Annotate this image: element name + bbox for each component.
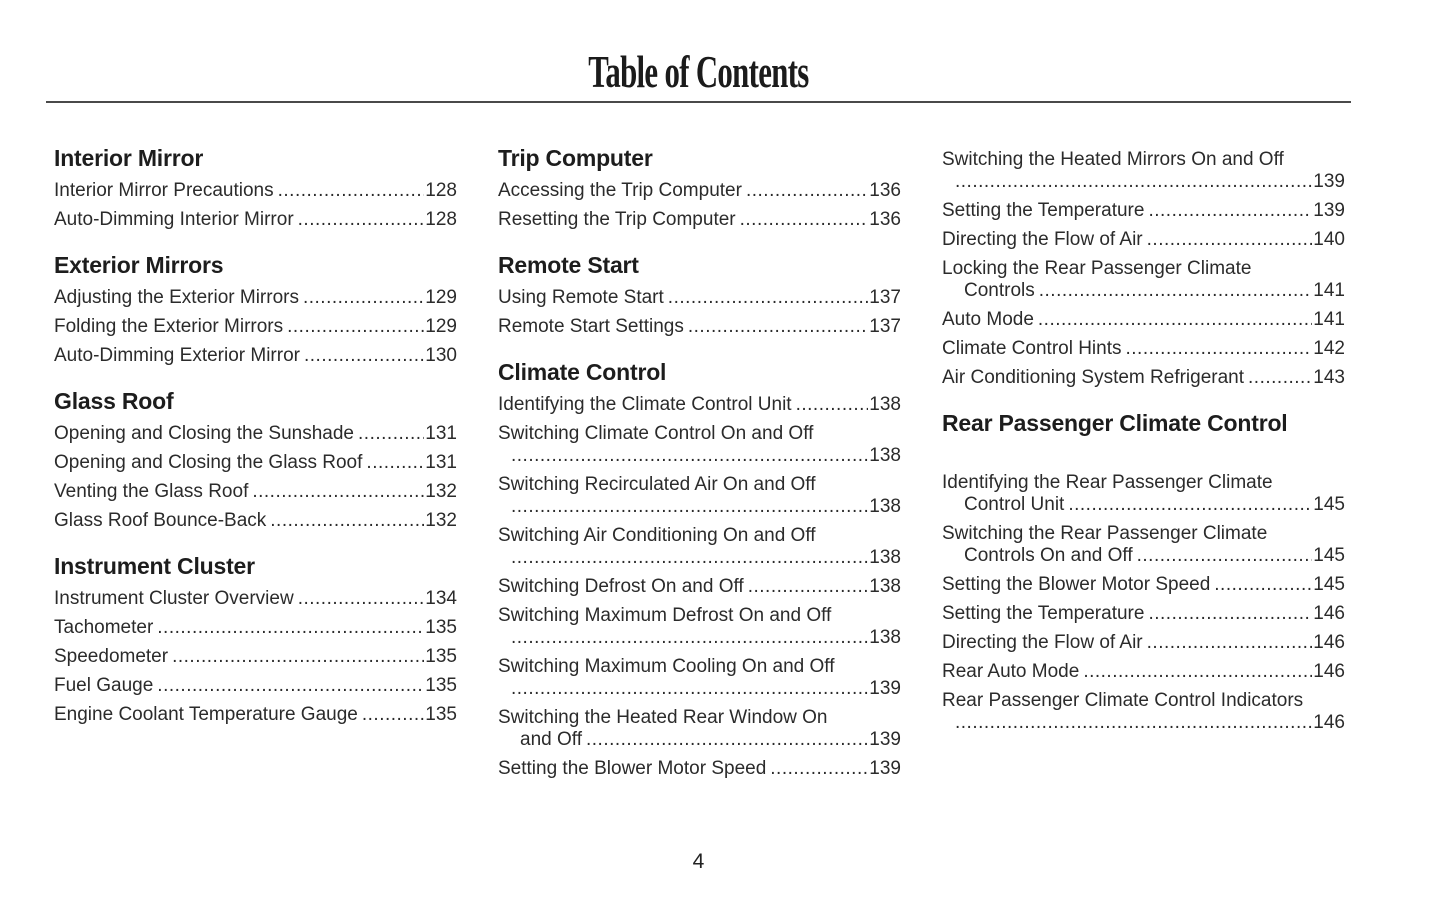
section-entries [54,180,457,231]
toc-entry [54,209,457,231]
section-entries [498,180,901,231]
toc-entry [498,316,901,338]
section-heading: Interior Mirror [54,145,204,171]
toc-entry [54,675,457,697]
entry-leader-line [54,287,457,309]
entry-page-number: 140 [1313,229,1345,250]
toc-entry [54,287,457,309]
entry-page-number: 135 [425,704,457,725]
entry-page-number: 145 [1313,574,1345,595]
leader-dots [1147,229,1313,251]
entry-page-number: 139 [869,678,901,699]
entry-label: Auto-Dimming Interior Mirror [54,209,294,230]
toc-entry [498,209,901,231]
toc-entry [498,474,901,518]
entry-label: Setting the Blower Motor Speed [498,758,767,779]
entry-leader-line [942,309,1345,331]
leader-dots [304,345,424,367]
leader-dots [511,678,868,700]
section-entries [498,394,901,780]
entry-label: Opening and Closing the Glass Roof [54,452,363,473]
entry-label: Using Remote Start [498,287,664,308]
entry-page-number: 138 [869,496,901,517]
leader-dots [796,394,869,416]
leader-dots [511,547,868,569]
entry-leader-line [498,547,901,569]
entry-leader-line [498,729,901,751]
entry-title-line: Switching the Heated Mirrors On and Off [942,149,1284,170]
toc-entry [498,423,901,467]
entry-label: and Off [520,729,582,750]
toc-entry [54,588,457,610]
leader-dots [298,209,425,231]
entry-page-number: 128 [425,209,457,230]
entry-label: Identifying the Climate Control Unit [498,394,792,415]
entry-page-number: 145 [1313,545,1345,566]
entry-leader-line [498,445,901,467]
leader-dots [1038,309,1312,331]
entry-leader-line [498,316,901,338]
entry-title-line: Switching Air Conditioning On and Off [498,525,816,546]
leader-dots [1126,338,1313,360]
entry-page-number: 138 [869,627,901,648]
entry-page-number: 131 [425,452,457,473]
leader-dots [740,209,869,231]
entry-leader-line [942,603,1345,625]
entry-title-line: Switching Recirculated Air On and Off [498,474,816,495]
leader-dots [746,180,868,202]
leader-dots [1248,367,1312,389]
entry-leader-line [498,758,901,780]
entry-page-number: 141 [1313,280,1345,301]
entry-label: Directing the Flow of Air [942,632,1143,653]
toc-entry [498,758,901,780]
entry-leader-line [54,209,457,231]
section-entries [498,287,901,338]
toc-entry [54,180,457,202]
leader-dots [955,171,1312,193]
toc-entry [942,523,1345,567]
page-number: 4 [692,850,705,873]
toc-columns [54,145,1445,787]
toc-section [942,410,1345,734]
entry-page-number: 142 [1313,338,1345,359]
toc-entry [498,576,901,598]
entry-label: Engine Coolant Temperature Gauge [54,704,358,725]
entry-label: Remote Start Settings [498,316,684,337]
entry-label: Air Conditioning System Refrigerant [942,367,1245,388]
entry-page-number: 137 [869,287,901,308]
toc-entry [498,656,901,700]
entry-page-number: 143 [1313,367,1345,388]
entry-title-line: Rear Passenger Climate Control Indicators [942,690,1304,711]
entry-leader-line [498,627,901,649]
entry-page-number: 136 [869,209,901,230]
leader-dots [278,180,425,202]
entry-leader-line [498,287,901,309]
entry-label: Switching Defrost On and Off [498,576,744,597]
entry-leader-line [54,510,457,532]
entry-label: Climate Control Hints [942,338,1122,359]
toc-entry [54,452,457,474]
toc-entry [498,525,901,569]
entry-label: Control Unit [964,494,1065,515]
toc-entry [54,345,457,367]
entry-page-number: 138 [869,576,901,597]
entry-page-number: 146 [1313,661,1345,682]
entry-label: Fuel Gauge [54,675,154,696]
leader-dots [770,758,868,780]
leader-dots [270,510,424,532]
section-heading: Exterior Mirrors [54,252,224,278]
entry-page-number: 146 [1313,712,1345,733]
toc-entry [498,394,901,416]
toc-column [942,145,1345,787]
leader-dots [1148,603,1312,625]
toc-column [498,145,901,787]
leader-dots [287,316,424,338]
entry-label: Folding the Exterior Mirrors [54,316,284,337]
entry-leader-line [54,617,457,639]
entry-label: Speedometer [54,646,169,667]
entry-title-line: Switching the Heated Rear Window On [498,707,828,728]
entry-leader-line [54,675,457,697]
entry-leader-line [942,280,1345,302]
entry-leader-line [54,345,457,367]
leader-dots [298,588,425,610]
toc-entry [54,423,457,445]
section-heading: Trip Computer [498,145,653,171]
entry-page-number: 139 [869,758,901,779]
entry-label: Directing the Flow of Air [942,229,1143,250]
toc-entry [942,632,1345,654]
entry-leader-line [942,229,1345,251]
section-entries [54,423,457,532]
leader-dots [1214,574,1312,596]
toc-entry [54,704,457,726]
toc-entry [54,316,457,338]
entry-page-number: 139 [869,729,901,750]
entry-leader-line [54,316,457,338]
entry-leader-line [498,180,901,202]
entry-leader-line [942,494,1345,516]
section-entries [942,149,1345,389]
page-footer [46,850,1351,874]
toc-entry [942,603,1345,625]
entry-leader-line [498,394,901,416]
entry-leader-line [942,574,1345,596]
leader-dots [172,646,424,668]
entry-leader-line [54,588,457,610]
section-heading: Instrument Cluster [54,553,255,579]
toc-entry [942,200,1345,222]
toc-section [498,252,901,338]
entry-page-number: 138 [869,547,901,568]
entry-page-number: 145 [1313,494,1345,515]
toc-entry [54,510,457,532]
leader-dots [688,316,868,338]
toc-entry [942,309,1345,331]
entry-page-number: 135 [425,675,457,696]
leader-dots [303,287,424,309]
toc-section [498,359,901,780]
entry-leader-line [54,481,457,503]
toc-section [54,553,457,726]
entry-label: Interior Mirror Precautions [54,180,274,201]
entry-leader-line [54,452,457,474]
entry-leader-line [942,171,1345,193]
toc-entry [54,646,457,668]
toc-entry [498,287,901,309]
leader-dots [1148,200,1312,222]
page-title [46,48,1351,95]
entry-title-line: Switching Maximum Cooling On and Off [498,656,835,677]
leader-dots [511,445,868,467]
entry-page-number: 132 [425,510,457,531]
entry-leader-line [54,646,457,668]
entry-leader-line [498,576,901,598]
leader-dots [511,496,868,518]
entry-page-number: 129 [425,287,457,308]
entry-label: Tachometer [54,617,154,638]
entry-leader-line [942,632,1345,654]
entry-label: Resetting the Trip Computer [498,209,736,230]
section-entries [54,588,457,726]
leader-dots [362,704,424,726]
entry-leader-line [498,496,901,518]
entry-label: Venting the Glass Roof [54,481,249,502]
entry-page-number: 135 [425,617,457,638]
entry-label: Controls [964,280,1035,301]
entry-label: Controls On and Off [964,545,1133,566]
entry-page-number: 138 [869,445,901,466]
leader-dots [358,423,424,445]
entry-page-number: 146 [1313,603,1345,624]
entry-leader-line [942,712,1345,734]
section-heading: Rear Passenger Climate Control [942,410,1288,436]
entry-label: Adjusting the Exterior Mirrors [54,287,299,308]
entry-label: Setting the Temperature [942,603,1145,624]
entry-page-number: 139 [1313,200,1345,221]
entry-leader-line [942,545,1345,567]
entry-label: Glass Roof Bounce-Back [54,510,267,531]
entry-label: Rear Auto Mode [942,661,1080,682]
toc-entry [942,149,1345,193]
toc-entry [942,574,1345,596]
entry-leader-line [942,200,1345,222]
entry-page-number: 134 [425,588,457,609]
toc-entry [942,661,1345,683]
leader-dots [748,576,869,598]
entry-title-line: Switching Climate Control On and Off [498,423,814,444]
title-rule [46,101,1351,103]
toc-section [498,145,901,231]
leader-dots [511,627,868,649]
toc-entry [942,229,1345,251]
entry-leader-line [942,661,1345,683]
entry-title-line: Identifying the Rear Passenger Climate [942,472,1273,493]
section-entries [54,287,457,367]
toc-entry [498,180,901,202]
toc-section [54,145,457,231]
leader-dots [366,452,424,474]
toc-entry [498,707,901,751]
entry-title-line: Switching the Rear Passenger Climate [942,523,1268,544]
entry-label: Instrument Cluster Overview [54,588,294,609]
entry-label: Accessing the Trip Computer [498,180,742,201]
leader-dots [586,729,868,751]
entry-leader-line [942,338,1345,360]
leader-dots [1083,661,1312,683]
leader-dots [252,481,424,503]
leader-dots [157,617,424,639]
toc-entry [942,367,1345,389]
toc-entry [54,481,457,503]
entry-page-number: 129 [425,316,457,337]
entry-page-number: 132 [425,481,457,502]
toc-section [942,145,1345,389]
toc-section [54,252,457,367]
leader-dots [668,287,869,309]
leader-dots [1147,632,1313,654]
entry-page-number: 139 [1313,171,1345,192]
entry-leader-line [498,209,901,231]
entry-label: Auto-Dimming Exterior Mirror [54,345,300,366]
entry-page-number: 130 [425,345,457,366]
entry-title-line: Switching Maximum Defrost On and Off [498,605,832,626]
toc-entry [54,617,457,639]
entry-page-number: 137 [869,316,901,337]
section-heading: Climate Control [498,359,667,385]
toc-entry [942,338,1345,360]
entry-page-number: 128 [425,180,457,201]
leader-dots [1039,280,1313,302]
entry-label: Setting the Blower Motor Speed [942,574,1211,595]
entry-leader-line [942,367,1345,389]
entry-label: Setting the Temperature [942,200,1145,221]
entry-label: Opening and Closing the Sunshade [54,423,355,444]
entry-page-number: 135 [425,646,457,667]
entry-leader-line [54,423,457,445]
entry-leader-line [54,704,457,726]
entry-page-number: 136 [869,180,901,201]
leader-dots [157,675,424,697]
leader-dots [1137,545,1313,567]
entry-page-number: 138 [869,394,901,415]
leader-dots [955,712,1312,734]
entry-title-line: Locking the Rear Passenger Climate [942,258,1252,279]
entry-page-number: 146 [1313,632,1345,653]
entry-label: Auto Mode [942,309,1034,330]
page-title-text: Table of Contents [588,46,809,97]
toc-section [54,388,457,532]
section-entries [942,472,1345,734]
section-heading: Remote Start [498,252,639,278]
toc-column [54,145,457,787]
entry-page-number: 141 [1313,309,1345,330]
toc-entry [942,472,1345,516]
toc-entry [942,258,1345,302]
toc-entry [498,605,901,649]
entry-leader-line [498,678,901,700]
page-header [0,0,1445,103]
entry-page-number: 131 [425,423,457,444]
leader-dots [1068,494,1312,516]
entry-leader-line [54,180,457,202]
toc-entry [942,690,1345,734]
section-heading: Glass Roof [54,388,174,414]
